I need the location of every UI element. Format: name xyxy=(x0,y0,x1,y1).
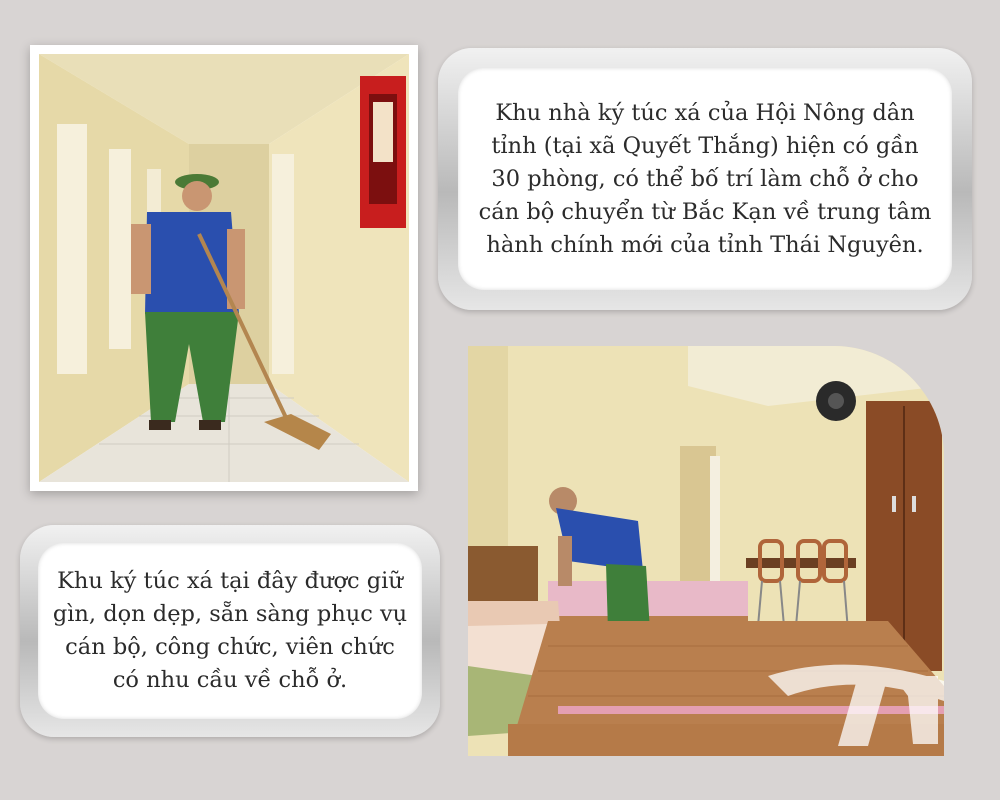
corridor-photo xyxy=(39,54,409,482)
top-caption-box xyxy=(458,68,952,290)
corridor-photo-frame xyxy=(30,45,418,491)
bottom-caption-frame xyxy=(20,525,440,737)
top-caption-frame xyxy=(438,48,972,310)
top-caption-text: Khu nhà ký túc xá của Hội Nông dân tỉnh (tại xã Quyết Thắng) hiện có gần 30 phòng, có thể bố trí làm chỗ ở cho cán bộ chuyển từ Bắc Kạn về trung tâm hành chính mới của tỉnh Thái Nguyên. xyxy=(478,99,932,258)
bottom-caption-text: Khu ký túc xá tại đây được giữ gìn, dọn dẹp, sẵn sàng phục vụ cán bộ, công chức, viên chức có nhu cầu về chỗ ở. xyxy=(52,568,408,693)
dormitory-room-photo xyxy=(468,346,944,756)
bottom-caption-box xyxy=(38,543,422,719)
